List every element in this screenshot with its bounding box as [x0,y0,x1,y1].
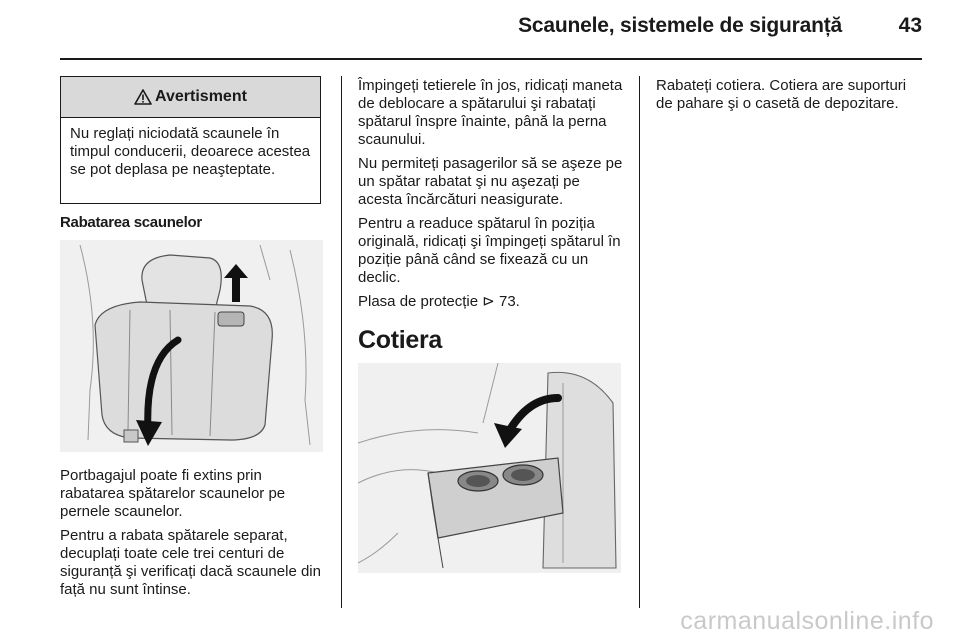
left-column-text [60,467,322,605]
paragraph: Portbagajul poate fi extins prin rabatarea spătarelor scaunelor pe pernele scaunelor. [60,467,286,520]
page-header-title: Scaunele, sistemele de siguranță [518,14,842,37]
paragraph: Pentru a rabata spătarele separat, decuplați toate cele trei centuri de siguranță şi verificați dacă scaunele din față nu sunt întinse. [60,527,321,598]
paragraph: Pentru a readuce spătarul în poziția originală, ridicați şi împingeți spătarul în poziție până când se fixează cu un declic. [358,215,621,286]
column-divider-1 [341,76,342,608]
armrest-illustration [358,363,621,573]
header-rule [60,58,922,60]
paragraph: Rabateți cotiera. Cotiera are suporturi de pahare şi o casetă de depozitare. [656,77,907,112]
warning-heading: Avertisment [155,88,247,105]
paragraph: Împingeți tetierele în jos, ridicați maneta de deblocare a spătarului şi rabatați spătarul înspre înainte, până la perna scaunului. [358,77,623,148]
middle-column-text [358,77,628,317]
watermark: carmanualsonline.info [680,607,934,635]
warning-text: Nu reglați niciodată scaunele în timpul conducerii, deoarece acestea se pot deplasa pe neaşteptate. [70,125,311,178]
seat-folding-illustration [60,240,323,452]
right-column-text [656,77,926,119]
section-title-armrest: Cotiera [358,326,443,354]
warning-box [60,76,321,204]
warning-header [61,77,320,118]
paragraph: Nu permiteți pasagerilor să se aşeze pe un spătar rabatat şi nu aşezați pe acesta încărcături neasigurate. [358,155,623,208]
subheading-folding-seats: Rabatarea scaunelor [60,214,202,231]
page-number: 43 [898,14,922,37]
column-divider-2 [639,76,640,608]
warning-triangle-icon [134,89,152,105]
paragraph: Plasa de protecție ⊳ 73. [358,293,520,310]
